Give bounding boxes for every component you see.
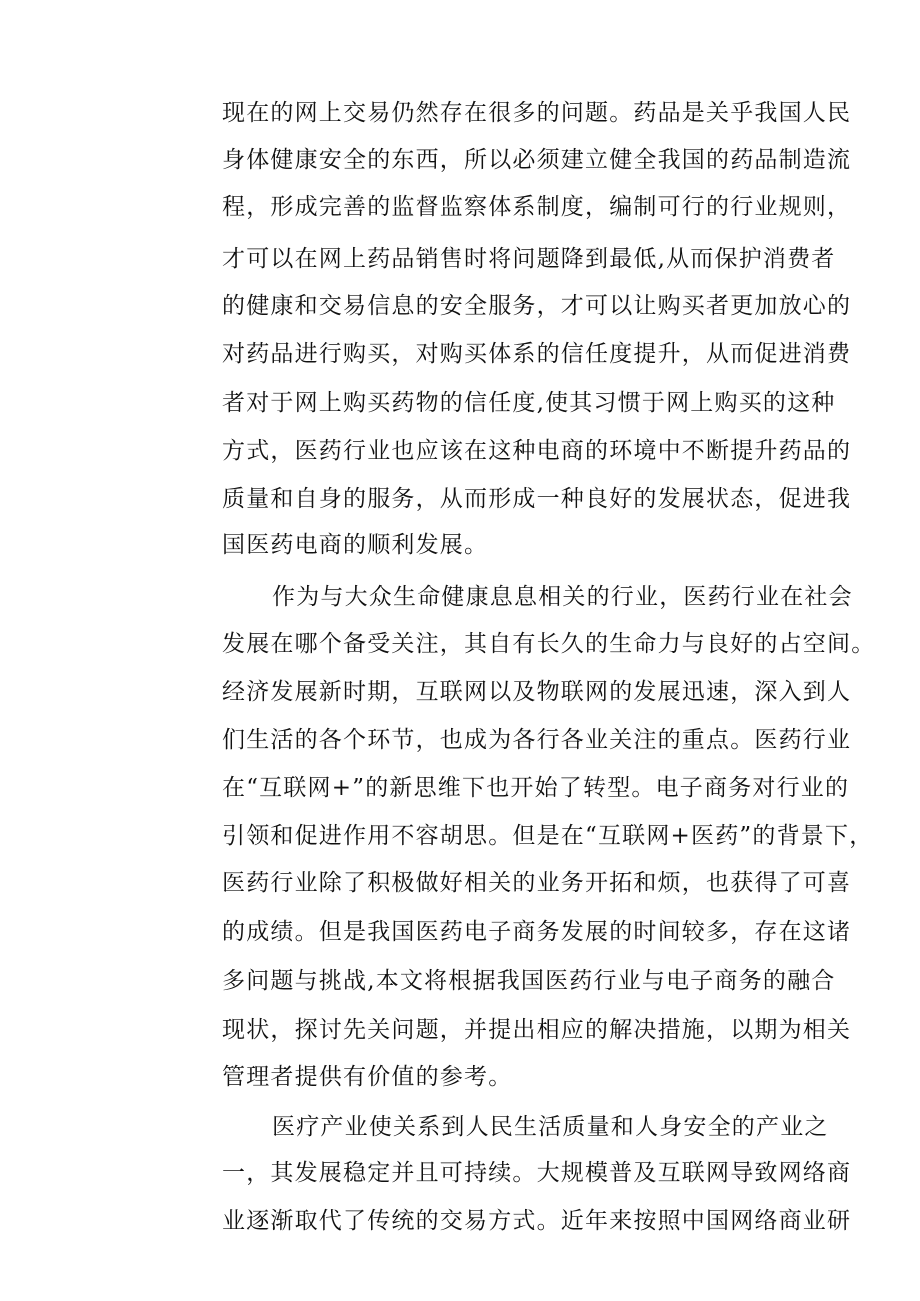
text-line: 管理者提供有价值的参考。 (222, 1064, 513, 1090)
text-line: 才可以在网上药品销售时将问题降到最低,从而保护消费者 (222, 246, 836, 272)
text-line: 的健康和交易信息的安全服务，才可以让购买者更加放心的 (222, 293, 852, 319)
text-line: 程，形成完善的监督监察体系制度，编制可行的行业规则， (222, 194, 852, 220)
text-line: 现状，探讨先关问题，并提出相应的解决措施，以期为相关 (222, 1017, 852, 1043)
text-line: 在“互联网+”的新思维下也开始了转型。电子商务对行业的 (222, 775, 850, 801)
text-line: 医药行业除了积极做好相关的业务开拓和烦，也获得了可喜 (222, 870, 852, 896)
paragraph-first-line: 医疗产业使关系到人民生活质量和人身安全的产业之 (272, 1114, 829, 1140)
text-line: 发展在哪个备受关注，其自有长久的生命力与良好的占空间。 (222, 631, 876, 657)
text-line: 业逐渐取代了传统的交易方式。近年来按照中国网络商业研 (222, 1208, 852, 1234)
text-line: 的成绩。但是我国医药电子商务发展的时间较多，存在这诸 (222, 919, 852, 945)
text-line: 方式，医药行业也应该在这种电商的环境中不断提升药品的 (222, 438, 852, 464)
text-line: 质量和自身的服务，从而形成一种良好的发展状态，促进我 (222, 486, 852, 512)
text-line: 多问题与挑战,本文将根据我国医药行业与电子商务的融合 (222, 968, 836, 994)
text-line: 现在的网上交易仍然存在很多的问题。药品是关乎我国人民 (222, 100, 852, 126)
paragraph-first-line: 作为与大众生命健康息息相关的行业，医药行业在社会 (272, 584, 853, 610)
text-line: 引领和促进作用不容胡思。但是在“互联网+医药”的背景下， (222, 823, 874, 849)
text-line: 国医药电商的顺利发展。 (222, 532, 489, 558)
text-line: 经济发展新时期，互联网以及物联网的发展迅速，深入到人 (222, 679, 852, 705)
text-line: 一，其发展稳定并且可持续。大规模普及互联网导致网络商 (222, 1160, 852, 1186)
text-line: 身体健康安全的东西，所以必须建立健全我国的药品制造流 (222, 147, 852, 173)
text-line: 们生活的各个环节，也成为各行各业关注的重点。医药行业 (222, 727, 852, 753)
text-line: 对药品进行购买，对购买体系的信任度提升，从而促进消费 (222, 341, 852, 367)
text-line: 者对于网上购买药物的信任度,使其习惯于网上购买的这种 (222, 390, 836, 416)
